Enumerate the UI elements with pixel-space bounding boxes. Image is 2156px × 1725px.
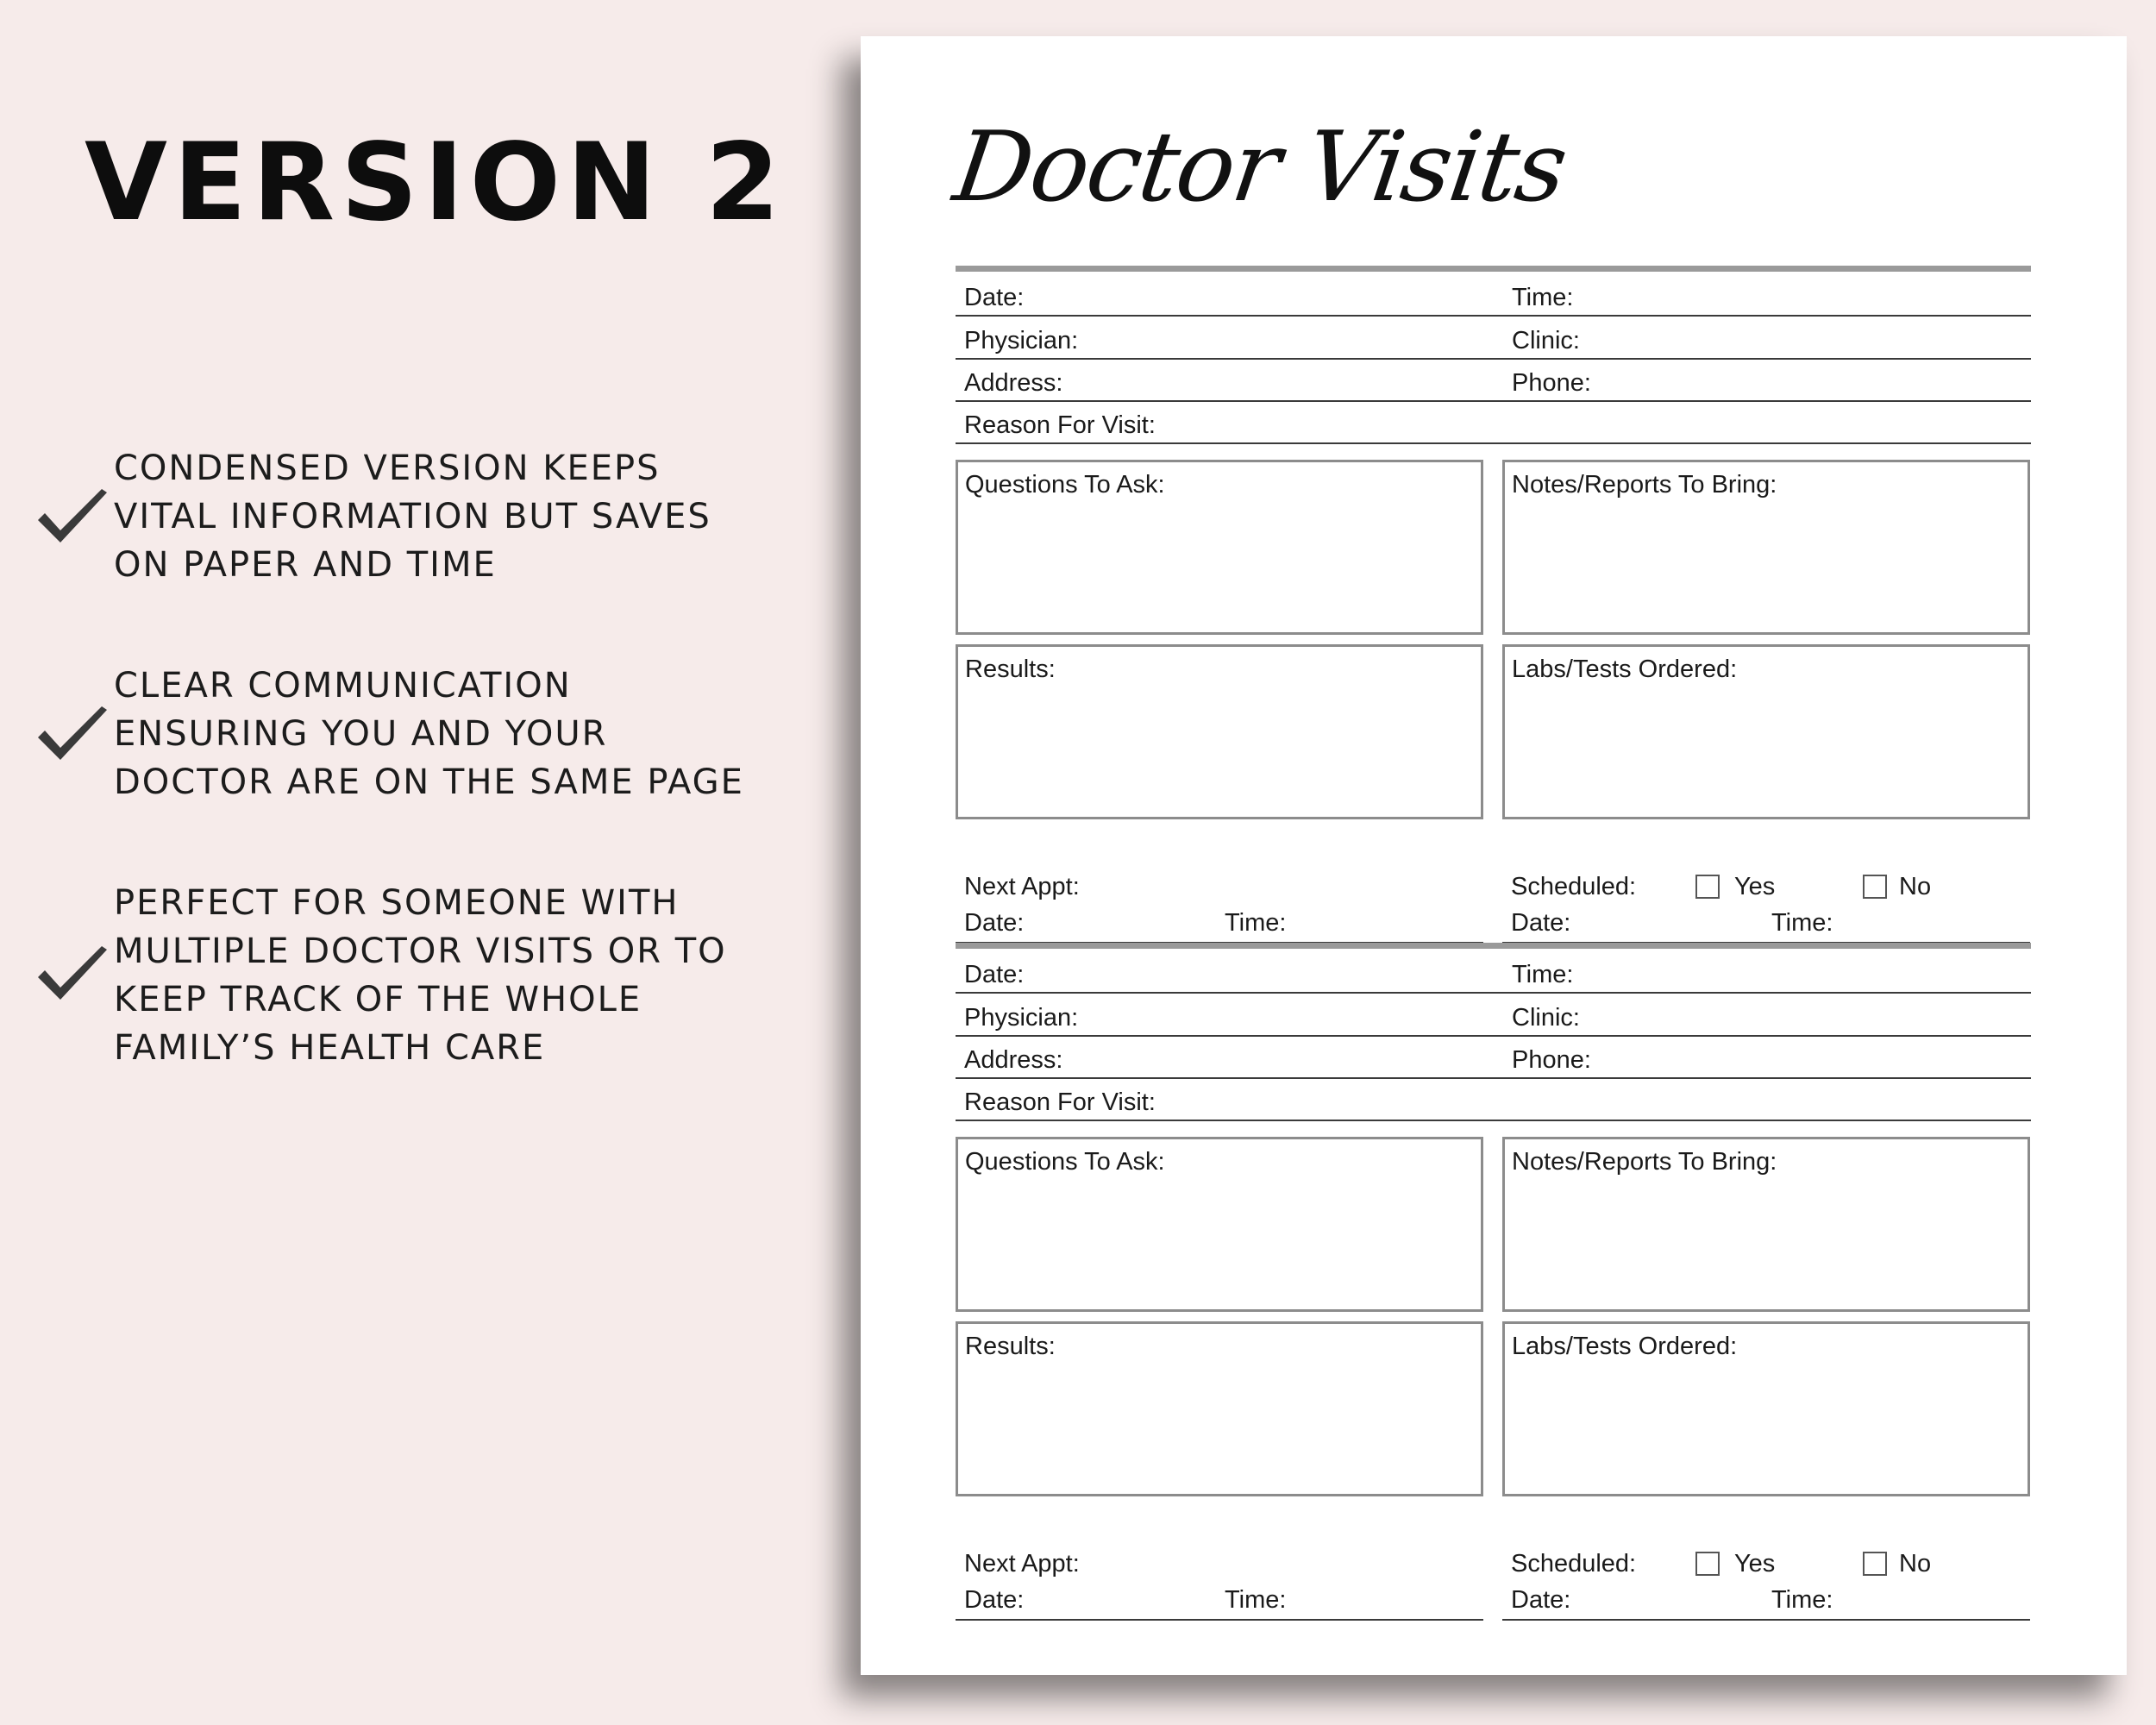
- date-label: Date:: [964, 909, 1025, 937]
- no-label: No: [1899, 1550, 1932, 1578]
- date-label: Date:: [964, 961, 1025, 988]
- physician-clinic-row[interactable]: [956, 994, 2031, 1037]
- notes-box[interactable]: [1502, 1137, 2030, 1312]
- time-label: Time:: [1771, 909, 1833, 937]
- feature-item: [34, 444, 759, 589]
- planner-sheet: [861, 36, 2127, 1675]
- reason-label: Reason For Visit:: [964, 411, 1156, 439]
- time-label: Time:: [1771, 1586, 1833, 1614]
- address-label: Address:: [964, 369, 1063, 397]
- reason-row[interactable]: [956, 401, 2031, 444]
- date-time-row[interactable]: [956, 273, 2031, 317]
- physician-label: Physician:: [964, 327, 1079, 354]
- questions-box[interactable]: [956, 1137, 1483, 1312]
- clinic-label: Clinic:: [1512, 1004, 1580, 1032]
- version-heading: VERSION 2: [85, 121, 787, 245]
- date-time-row[interactable]: [956, 950, 2031, 994]
- feature-text-line: FAMILY’S HEALTH CARE: [114, 1028, 546, 1068]
- labs-label: Labs/Tests Ordered:: [1512, 1333, 1738, 1360]
- date-label: Date:: [1511, 1586, 1571, 1614]
- phone-label: Phone:: [1512, 1046, 1591, 1074]
- feature-text-line: KEEP TRACK OF THE WHOLE: [114, 980, 642, 1019]
- results-label: Results:: [965, 656, 1056, 683]
- labs-box[interactable]: [1502, 644, 2030, 819]
- section-divider: [956, 266, 2031, 272]
- next-appt-label: Next Appt:: [964, 1550, 1080, 1578]
- no-checkbox[interactable]: [1863, 875, 1887, 899]
- results-label: Results:: [965, 1333, 1056, 1360]
- yes-label: Yes: [1734, 873, 1776, 900]
- yes-checkbox[interactable]: [1695, 1552, 1720, 1576]
- date-label: Date:: [964, 1586, 1025, 1614]
- questions-label: Questions To Ask:: [965, 1148, 1165, 1176]
- checkmark-icon: [34, 487, 110, 549]
- notes-label: Notes/Reports To Bring:: [1512, 1148, 1777, 1176]
- physician-label: Physician:: [964, 1004, 1079, 1032]
- next-appt-row[interactable]: [956, 1550, 1483, 1621]
- scheduled-row[interactable]: [1502, 873, 2030, 944]
- feature-text-line: DOCTOR ARE ON THE SAME PAGE: [114, 762, 744, 802]
- time-label: Time:: [1512, 284, 1574, 311]
- address-phone-row[interactable]: [956, 1036, 2031, 1079]
- no-label: No: [1899, 873, 1932, 900]
- yes-label: Yes: [1734, 1550, 1776, 1578]
- clinic-label: Clinic:: [1512, 327, 1580, 354]
- feature-text-line: MULTIPLE DOCTOR VISITS OR TO: [114, 932, 727, 971]
- phone-label: Phone:: [1512, 369, 1591, 397]
- no-checkbox[interactable]: [1863, 1552, 1887, 1576]
- feature-text-line: PERFECT FOR SOMEONE WITH: [114, 883, 680, 923]
- scheduled-label: Scheduled:: [1511, 1550, 1637, 1578]
- feature-text-line: CLEAR COMMUNICATION: [114, 666, 572, 706]
- time-label: Time:: [1225, 909, 1287, 937]
- notes-label: Notes/Reports To Bring:: [1512, 471, 1777, 499]
- feature-text-line: CONDENSED VERSION KEEPS: [114, 448, 661, 488]
- feature-item: [34, 662, 759, 806]
- notes-box[interactable]: [1502, 460, 2030, 635]
- reason-label: Reason For Visit:: [964, 1088, 1156, 1116]
- labs-box[interactable]: [1502, 1321, 2030, 1496]
- questions-label: Questions To Ask:: [965, 471, 1165, 499]
- reason-row[interactable]: [956, 1078, 2031, 1121]
- results-box[interactable]: [956, 644, 1483, 819]
- section-divider: [956, 943, 2031, 949]
- date-label: Date:: [964, 284, 1025, 311]
- next-appt-row[interactable]: [956, 873, 1483, 944]
- next-appt-label: Next Appt:: [964, 873, 1080, 900]
- time-label: Time:: [1225, 1586, 1287, 1614]
- questions-box[interactable]: [956, 460, 1483, 635]
- scheduled-label: Scheduled:: [1511, 873, 1637, 900]
- checkmark-icon: [34, 944, 110, 1007]
- results-box[interactable]: [956, 1321, 1483, 1496]
- address-phone-row[interactable]: [956, 359, 2031, 402]
- feature-item: [34, 879, 759, 1072]
- checkmark-icon: [34, 705, 110, 767]
- sheet-title: Doctor Visits: [947, 111, 1573, 223]
- address-label: Address:: [964, 1046, 1063, 1074]
- feature-text-line: ON PAPER AND TIME: [114, 545, 497, 585]
- date-label: Date:: [1511, 909, 1571, 937]
- physician-clinic-row[interactable]: [956, 317, 2031, 360]
- labs-label: Labs/Tests Ordered:: [1512, 656, 1738, 683]
- feature-text-line: ENSURING YOU AND YOUR: [114, 714, 608, 754]
- yes-checkbox[interactable]: [1695, 875, 1720, 899]
- time-label: Time:: [1512, 961, 1574, 988]
- feature-text-line: VITAL INFORMATION BUT SAVES: [114, 497, 711, 536]
- scheduled-row[interactable]: [1502, 1550, 2030, 1621]
